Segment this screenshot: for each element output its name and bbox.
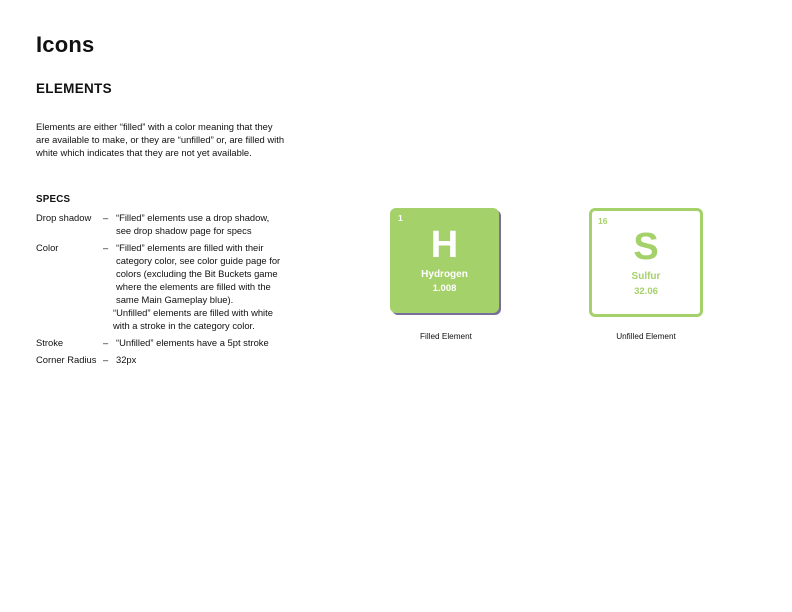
- spec-value: “Unfilled” elements have a 5pt stroke: [116, 337, 269, 348]
- filled-element-caption: Filled Element: [420, 332, 472, 341]
- spec-value: [113, 241, 286, 332]
- filled-element-tile: [390, 208, 499, 313]
- specs-heading: SPECS: [36, 194, 71, 205]
- spec-row-color: [36, 241, 296, 332]
- spec-label: Corner Radius: [36, 354, 97, 365]
- element-symbol: H: [430, 224, 459, 266]
- spec-dash: –: [103, 354, 109, 365]
- intro-paragraph: Elements are either “filled” with a color meaning that they are available to make, or they are “unfilled” or, are filled with white which indicates that they are not yet available.: [36, 121, 285, 158]
- page-title: Icons: [36, 32, 95, 57]
- spec-label: Drop shadow: [36, 212, 92, 223]
- element-number: 16: [598, 216, 608, 226]
- spec-value: 32px: [116, 354, 137, 365]
- element-name: Hydrogen: [421, 269, 468, 280]
- spec-row-stroke: [36, 336, 296, 349]
- element-symbol: S: [633, 226, 659, 268]
- spec-dash: –: [103, 337, 109, 348]
- spec-value: “Filled” elements use a drop shadow, see drop shadow page for specs: [116, 212, 270, 236]
- spec-dash: –: [103, 242, 109, 253]
- spec-dash: –: [103, 212, 109, 223]
- section-heading: ELEMENTS: [36, 81, 112, 96]
- spec-label: Stroke: [36, 337, 64, 348]
- specs-list: [36, 211, 296, 370]
- unfilled-element-tile: [589, 208, 703, 317]
- spec-row-drop-shadow: [36, 211, 296, 237]
- spec-row-corner-radius: [36, 353, 296, 366]
- element-name: Sulfur: [631, 271, 661, 282]
- unfilled-element-caption: Unfilled Element: [616, 332, 676, 341]
- element-mass: 32.06: [634, 286, 658, 297]
- element-number: 1: [398, 213, 403, 223]
- element-mass: 1.008: [432, 283, 457, 294]
- spec-value-unfilled: “Unfilled” elements are filled with white with a stroke in the category color.: [113, 307, 273, 331]
- spec-value-filled: “Filled” elements are filled with their category color, see color guide page for colors (excluding the Bit Buckets game where the elements are filled with the same Main Gameplay blue).: [116, 242, 281, 305]
- spec-label: Color: [36, 242, 59, 253]
